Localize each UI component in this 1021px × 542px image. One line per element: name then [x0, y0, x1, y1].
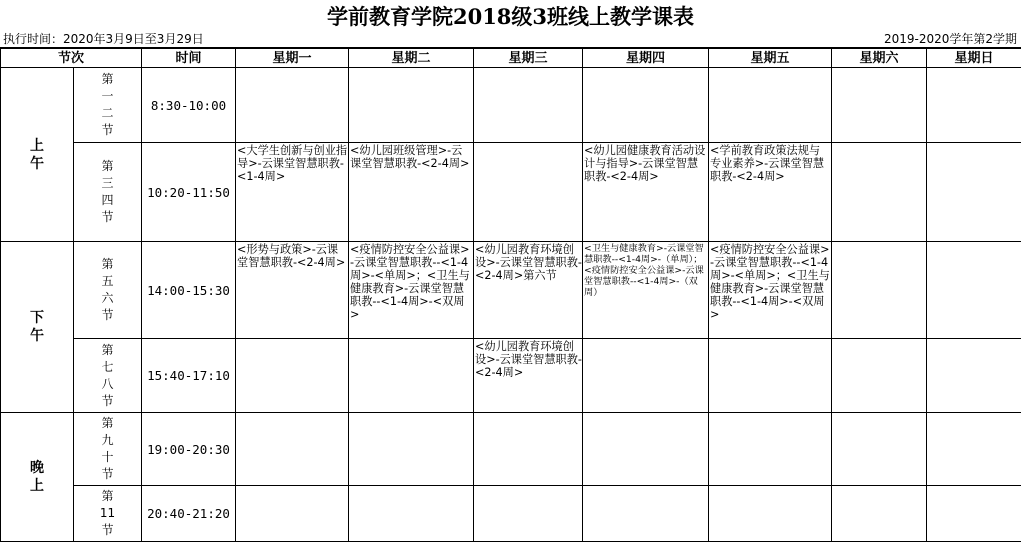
table-row: [1, 339, 1021, 413]
day-header-fri: 星期五: [709, 49, 832, 68]
slot-label: 第 九 十 节: [74, 413, 142, 486]
course-cell: <大学生创新与创业指导>-云课堂智慧职教-<1-4周>: [236, 143, 349, 242]
course-cell: <幼儿园班级管理>-云课堂智慧职教-<2-4周>: [349, 143, 474, 242]
course-cell: [927, 486, 1021, 542]
period-morning: 上 午: [1, 68, 74, 242]
course-cell: <卫生与健康教育>-云课堂智慧职教--<1-4周>-（单周）；<疫情防控安全公益课>-云课堂智慧职教--<1-4周>-（双周）: [583, 242, 709, 339]
day-header-thu: 星期四: [583, 49, 709, 68]
course-cell: [583, 413, 709, 486]
table-row: [1, 143, 1021, 242]
course-cell: [927, 68, 1021, 143]
execution-period: 执行时间：2020年3月9日至3月29日: [3, 31, 204, 48]
course-cell: [709, 413, 832, 486]
day-header-tue: 星期二: [349, 49, 474, 68]
course-cell: <形势与政策>-云课堂智慧职教-<2-4周>: [236, 242, 349, 339]
slot-time: 14:00-15:30: [142, 242, 236, 339]
time-header: 时间: [142, 49, 236, 68]
course-cell: [832, 143, 927, 242]
slot-label: 第 一 二 节: [74, 68, 142, 143]
course-cell: [927, 242, 1021, 339]
course-cell: [709, 68, 832, 143]
slot-label: 第 七 八 节: [74, 339, 142, 413]
table-row: [1, 242, 1021, 339]
course-cell: [709, 486, 832, 542]
course-cell: [236, 486, 349, 542]
course-cell: <疫情防控安全公益课>-云课堂智慧职教--<1-4周>-<单周>；<卫生与健康教育>-云课堂智慧职教--<1-4周>-<双周>: [709, 242, 832, 339]
course-cell: <学前教育政策法规与专业素养>-云课堂智慧职教-<2-4周>: [709, 143, 832, 242]
course-cell: [349, 486, 474, 542]
table-row: [1, 486, 1021, 542]
course-cell: [832, 68, 927, 143]
slot-label: 第 三 四 节: [74, 143, 142, 242]
day-header-sat: 星期六: [832, 49, 927, 68]
course-cell: <幼儿园教育环境创设>-云课堂智慧职教-<2-4周>: [474, 339, 583, 413]
course-cell: [349, 68, 474, 143]
day-header-sun: 星期日: [927, 49, 1021, 68]
table-row: [1, 68, 1021, 143]
header-row: [1, 49, 1021, 68]
course-cell: [236, 339, 349, 413]
slot-time: 20:40-21:20: [142, 486, 236, 542]
course-cell: [927, 143, 1021, 242]
course-cell: [832, 413, 927, 486]
course-cell: [927, 339, 1021, 413]
course-cell: [474, 143, 583, 242]
course-cell: [832, 339, 927, 413]
course-cell: [927, 413, 1021, 486]
slot-time: 8:30-10:00: [142, 68, 236, 143]
course-cell: <幼儿园健康教育活动设计与指导>-云课堂智慧职教-<2-4周>: [583, 143, 709, 242]
course-cell: [236, 68, 349, 143]
course-cell: [583, 68, 709, 143]
course-cell: [474, 486, 583, 542]
academic-term: 2019-2020学年第2学期: [884, 31, 1017, 48]
course-cell: [349, 339, 474, 413]
course-cell: [583, 486, 709, 542]
course-cell: [832, 242, 927, 339]
course-cell: [474, 68, 583, 143]
slot-time: 15:40-17:10: [142, 339, 236, 413]
course-cell: <疫情防控安全公益课>-云课堂智慧职教--<1-4周>-<单周>；<卫生与健康教育>-云课堂智慧职教--<1-4周>-<双周>: [349, 242, 474, 339]
course-cell: [474, 413, 583, 486]
period-afternoon: 下 午: [1, 242, 74, 413]
slot-time: 10:20-11:50: [142, 143, 236, 242]
day-header-mon: 星期一: [236, 49, 349, 68]
course-cell: <幼儿园教育环境创设>-云课堂智慧职教-<2-4周>第六节: [474, 242, 583, 339]
day-header-wed: 星期三: [474, 49, 583, 68]
schedule-title: 学前教育学院2018级3班线上教学课表: [0, 0, 1021, 32]
slot-label: 第 11 节: [74, 486, 142, 542]
course-cell: [709, 339, 832, 413]
period-evening: 晚 上: [1, 413, 74, 542]
course-cell: [236, 413, 349, 486]
period-header: 节次: [1, 49, 142, 68]
course-cell: [832, 486, 927, 542]
slot-time: 19:00-20:30: [142, 413, 236, 486]
slot-label: 第 五 六 节: [74, 242, 142, 339]
schedule-table: [0, 48, 1021, 542]
table-row: [1, 413, 1021, 486]
course-cell: [583, 339, 709, 413]
course-cell: [349, 413, 474, 486]
